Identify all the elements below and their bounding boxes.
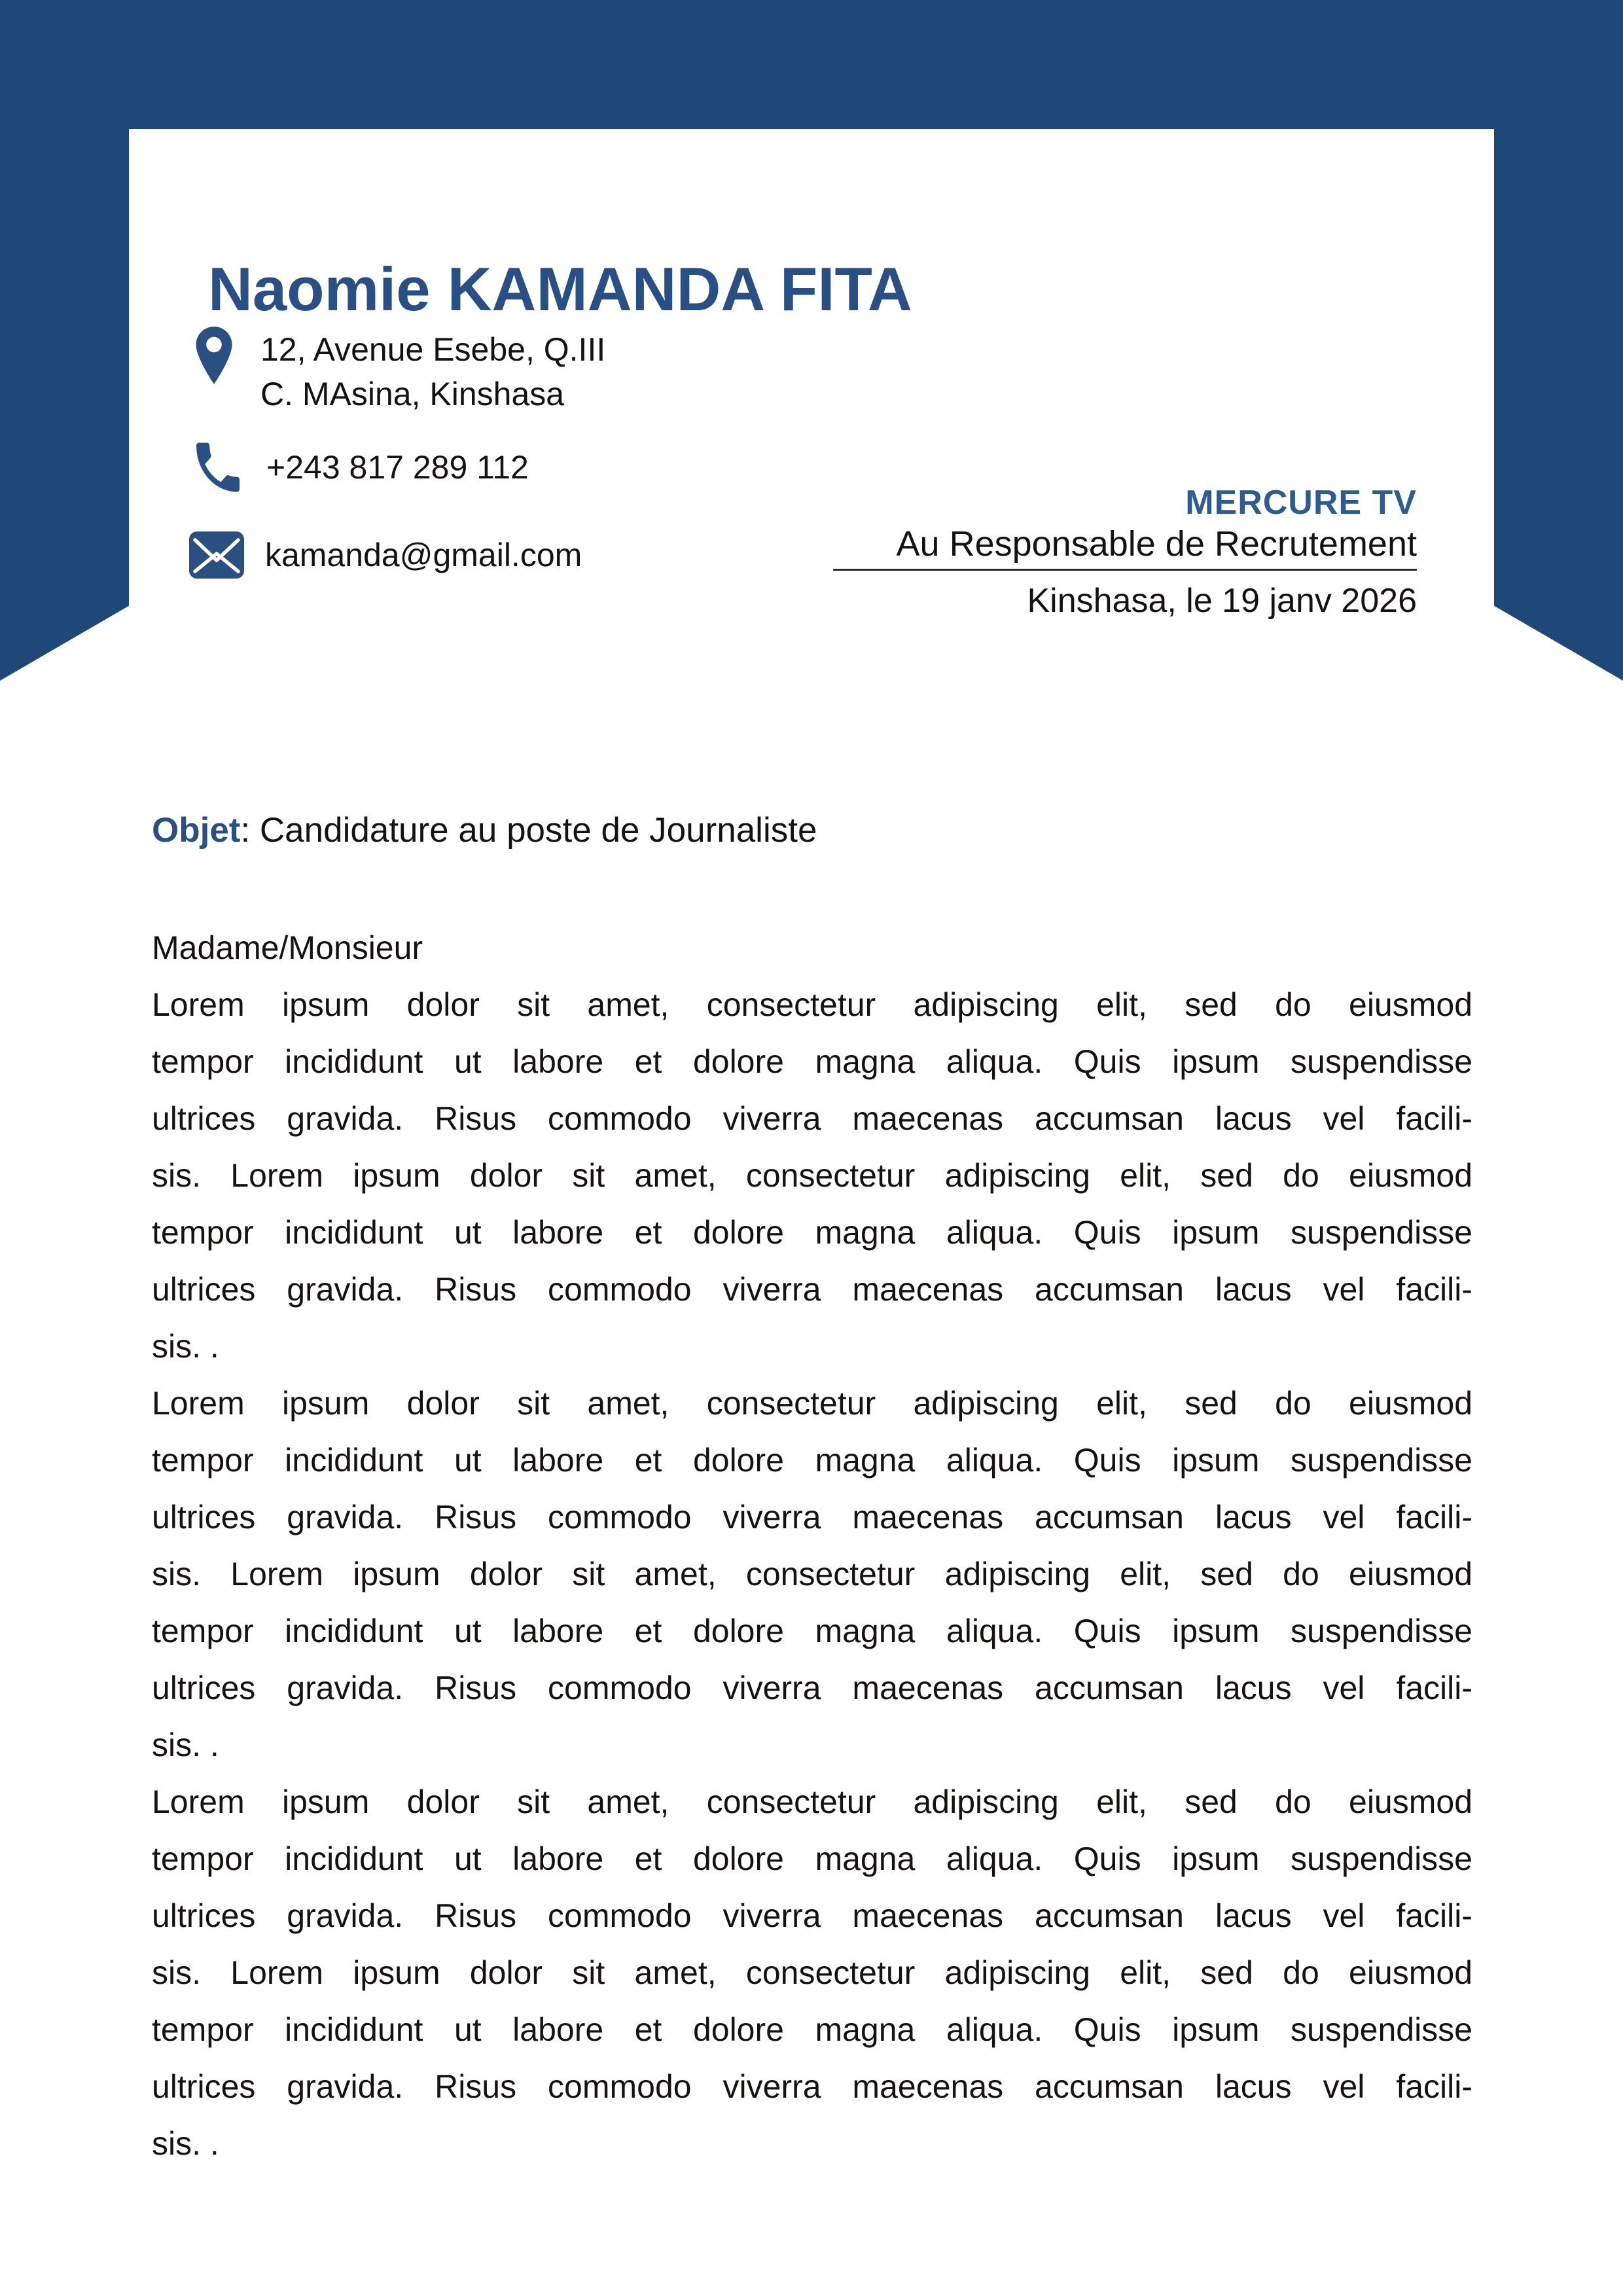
body-lines xyxy=(152,977,1472,2172)
body-line: Lorem ipsum dolor sit amet, consectetur adipiscing elit, sed do eiusmod xyxy=(152,1784,1472,1820)
subject-text: Candidature au poste de Journaliste xyxy=(259,811,817,850)
body-line: tempor incididunt ut labore et dolore magna aliqua. Quis ipsum suspendisse xyxy=(152,1043,1472,1080)
body-line: sis. . xyxy=(152,1727,219,1763)
subject-label: Objet xyxy=(152,811,241,850)
body-line: Lorem ipsum dolor sit amet, consectetur adipiscing elit, sed do eiusmod xyxy=(152,986,1472,1023)
body-line: sis. Lorem ipsum dolor sit amet, consectetur adipiscing elit, sed do eiusmod xyxy=(152,1556,1472,1592)
company-name: MERCURE TV xyxy=(1185,484,1417,522)
contact-phone-row xyxy=(189,433,529,501)
body-line: tempor incididunt ut labore et dolore magna aliqua. Quis ipsum suspendisse xyxy=(152,2011,1472,2048)
body-line: ultrices gravida. Risus commodo viverra maecenas accumsan lacus vel facili- xyxy=(152,1897,1472,1934)
body-line: ultrices gravida. Risus commodo viverra maecenas accumsan lacus vel facili- xyxy=(152,2068,1472,2105)
body-line: ultrices gravida. Risus commodo viverra maecenas accumsan lacus vel facili- xyxy=(152,1499,1472,1535)
map-pin-icon xyxy=(192,325,236,386)
email-address: kamanda@gmail.com xyxy=(265,537,582,573)
subject-separator: : xyxy=(240,811,260,850)
body-line: sis. Lorem ipsum dolor sit amet, consectetur adipiscing elit, sed do eiusmod xyxy=(152,1157,1472,1194)
body-line: sis. Lorem ipsum dolor sit amet, consectetur adipiscing elit, sed do eiusmod xyxy=(152,1954,1472,1991)
salutation: Madame/Monsieur xyxy=(152,929,423,966)
ribbon-right-shape xyxy=(1494,0,1623,681)
address-text xyxy=(260,327,605,416)
body-line: tempor incididunt ut labore et dolore magna aliqua. Quis ipsum suspendisse xyxy=(152,1442,1472,1479)
subject-line xyxy=(152,810,817,851)
body-line: ultrices gravida. Risus commodo viverra maecenas accumsan lacus vel facili- xyxy=(152,1100,1472,1137)
letter-body xyxy=(152,920,1472,2172)
address-line2: C. MAsina, Kinshasa xyxy=(260,376,565,412)
header-band xyxy=(0,0,1623,129)
phone-number: +243 817 289 112 xyxy=(266,449,529,486)
body-line: tempor incididunt ut labore et dolore magna aliqua. Quis ipsum suspendisse xyxy=(152,1214,1472,1251)
envelope-icon xyxy=(189,531,244,579)
body-line: Lorem ipsum dolor sit amet, consectetur adipiscing elit, sed do eiusmod xyxy=(152,1385,1472,1422)
applicant-name: Naomie KAMANDA FITA xyxy=(208,254,912,323)
body-line: ultrices gravida. Risus commodo viverra maecenas accumsan lacus vel facili- xyxy=(152,1670,1472,1706)
contact-address-row xyxy=(192,325,605,416)
ribbon-left-shape xyxy=(0,0,129,681)
body-line: ultrices gravida. Risus commodo viverra maecenas accumsan lacus vel facili- xyxy=(152,1271,1472,1308)
body-line: sis. . xyxy=(152,2125,219,2162)
date-line: Kinshasa, le 19 janv 2026 xyxy=(1027,582,1417,620)
phone-icon xyxy=(189,435,247,500)
body-line: sis. . xyxy=(152,1328,219,1365)
body-line: tempor incididunt ut labore et dolore magna aliqua. Quis ipsum suspendisse xyxy=(152,1613,1472,1649)
recipient-line: Au Responsable de Recrutement xyxy=(833,523,1417,571)
recipient-block xyxy=(833,482,1417,620)
contact-email-row xyxy=(189,531,582,579)
address-line1: 12, Avenue Esebe, Q.III xyxy=(260,331,606,368)
body-line: tempor incididunt ut labore et dolore magna aliqua. Quis ipsum suspendisse xyxy=(152,1840,1472,1877)
